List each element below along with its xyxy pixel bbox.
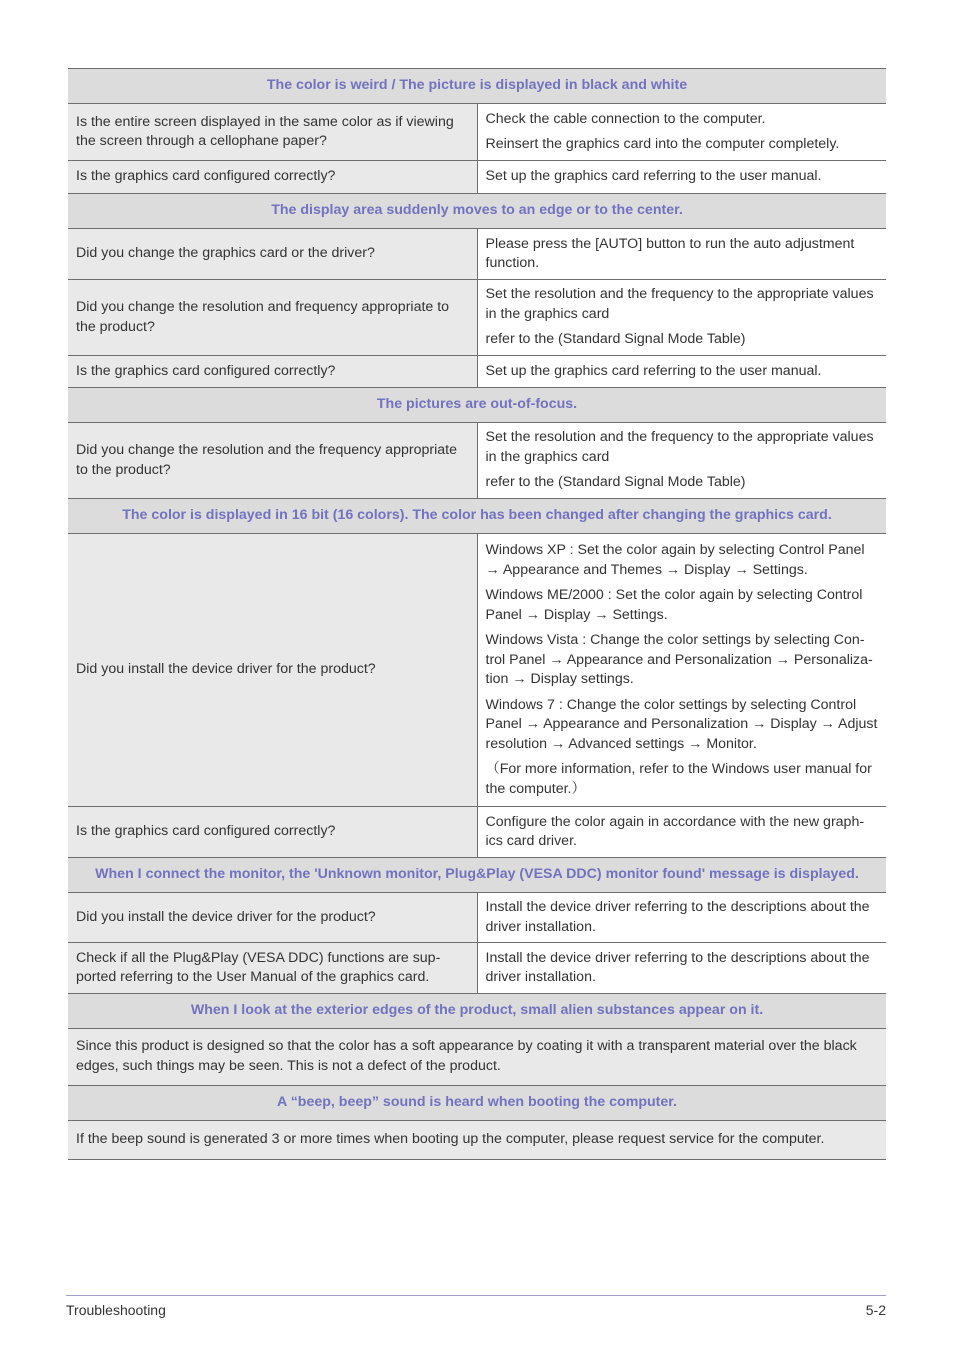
question-cell: Is the graphics card configured correctly? bbox=[68, 356, 477, 388]
section-header-row bbox=[68, 194, 886, 229]
solution-cell bbox=[477, 807, 886, 858]
question-cell: Did you change the resolution and frequency appropriate to the product? bbox=[68, 280, 477, 356]
solution-text: Please press the [AUTO] button to run the auto adjustment function. bbox=[485, 235, 855, 271]
table-row bbox=[68, 423, 886, 499]
section-header-row bbox=[68, 499, 886, 534]
table-row bbox=[68, 161, 886, 194]
solution-text: Install the device driver referring to the descriptions about the driver installation. bbox=[485, 899, 870, 935]
solution-text: refer to the (Standard Signal Mode Table) bbox=[485, 331, 746, 348]
table-row bbox=[68, 943, 886, 994]
solution-text: Set up the graphics card referring to the user manual. bbox=[485, 362, 822, 379]
table-row bbox=[68, 356, 886, 388]
solution-text: Windows 7 : Change the color settings by selecting Control Panel → Appearance and Personalization → Display → Adjust resolution → Advanced settings → Monitor. bbox=[485, 696, 878, 752]
troubleshooting-table bbox=[68, 68, 886, 1160]
section-header-row bbox=[68, 388, 886, 423]
solution-text: Windows ME/2000 : Set the color again by selecting Control Panel → Display → Settings. bbox=[485, 587, 863, 623]
page-number: 5-2 bbox=[865, 1302, 886, 1318]
section-header-row bbox=[68, 858, 886, 893]
solution-text: refer to the (Standard Signal Mode Table) bbox=[485, 474, 746, 491]
solution-text: Windows Vista : Change the color settings by selecting Con-trol Panel → Appearance and Personalization → Personaliza-tion → Display settings. bbox=[485, 632, 873, 687]
question-cell: Check if all the Plug&Play (VESA DDC) functions are sup-ported referring to the User Manual of the graphics card. bbox=[68, 943, 477, 994]
solution-cell bbox=[477, 161, 886, 194]
solution-cell bbox=[477, 423, 886, 499]
table-row bbox=[68, 104, 886, 161]
solution-text: Set the resolution and the frequency to the appropriate values in the graphics card bbox=[485, 286, 874, 322]
solution-cell bbox=[477, 943, 886, 994]
section-title: The color is weird / The picture is displayed in black and white bbox=[68, 69, 886, 104]
section-header-row bbox=[68, 1086, 886, 1121]
table-row bbox=[68, 534, 886, 807]
solution-text: Set the resolution and the frequency to the appropriate values in the graphics card bbox=[485, 429, 874, 465]
question-cell: Is the graphics card configured correctly? bbox=[68, 807, 477, 858]
section-title: A “beep, beep” sound is heard when booting the computer. bbox=[68, 1086, 886, 1121]
note-text: Since this product is designed so that the color has a soft appearance by coating it with a transparent material over the black edges, such things may be seen. This is not a defect of the product. bbox=[68, 1029, 886, 1086]
section-title: When I connect the monitor, the 'Unknown monitor, Plug&Play (VESA DDC) monitor found' message is displayed. bbox=[68, 858, 886, 893]
table-row bbox=[68, 280, 886, 356]
solution-cell bbox=[477, 104, 886, 161]
question-cell: Is the entire screen displayed in the same color as if viewing the screen through a cellophane paper? bbox=[68, 104, 477, 161]
note-text: If the beep sound is generated 3 or more times when booting up the computer, please request service for the computer. bbox=[68, 1121, 886, 1160]
section-header-row bbox=[68, 69, 886, 104]
question-cell: Did you install the device driver for the product? bbox=[68, 893, 477, 943]
solution-text: Check the cable connection to the computer. bbox=[485, 110, 766, 127]
solution-text: Install the device driver referring to the descriptions about the driver installation. bbox=[485, 949, 870, 985]
solution-text: Reinsert the graphics card into the computer completely. bbox=[485, 136, 840, 152]
table-row bbox=[68, 229, 886, 280]
section-header-row bbox=[68, 994, 886, 1029]
question-cell: Did you change the resolution and the frequency appropriate to the product? bbox=[68, 423, 477, 499]
section-title: The display area suddenly moves to an edge or to the center. bbox=[68, 194, 886, 229]
section-title: The color is displayed in 16 bit (16 colors). The color has been changed after changing the graphics card. bbox=[68, 499, 886, 534]
note-row bbox=[68, 1029, 886, 1086]
section-title: The pictures are out-of-focus. bbox=[68, 388, 886, 423]
question-cell: Did you change the graphics card or the driver? bbox=[68, 229, 477, 280]
page-footer bbox=[66, 1295, 886, 1318]
section-title: When I look at the exterior edges of the product, small alien substances appear on it. bbox=[68, 994, 886, 1029]
solution-cell bbox=[477, 893, 886, 943]
solution-text: Windows XP : Set the color again by selecting Control Panel → Appearance and Themes → Display → Settings. bbox=[485, 542, 865, 578]
question-cell: Did you install the device driver for the product? bbox=[68, 534, 477, 807]
solution-cell bbox=[477, 356, 886, 388]
question-cell: Is the graphics card configured correctly? bbox=[68, 161, 477, 194]
footer-section-title: Troubleshooting bbox=[66, 1302, 166, 1318]
table-row bbox=[68, 807, 886, 858]
solution-text: （For more information, refer to the Windows user manual for the computer.） bbox=[485, 761, 872, 797]
note-row bbox=[68, 1121, 886, 1160]
solution-cell bbox=[477, 280, 886, 356]
solution-cell bbox=[477, 534, 886, 807]
solution-cell bbox=[477, 229, 886, 280]
solution-text: Configure the color again in accordance with the new graph-ics card driver. bbox=[485, 813, 865, 849]
solution-text: Set up the graphics card referring to the user manual. bbox=[485, 168, 822, 185]
table-row bbox=[68, 893, 886, 943]
